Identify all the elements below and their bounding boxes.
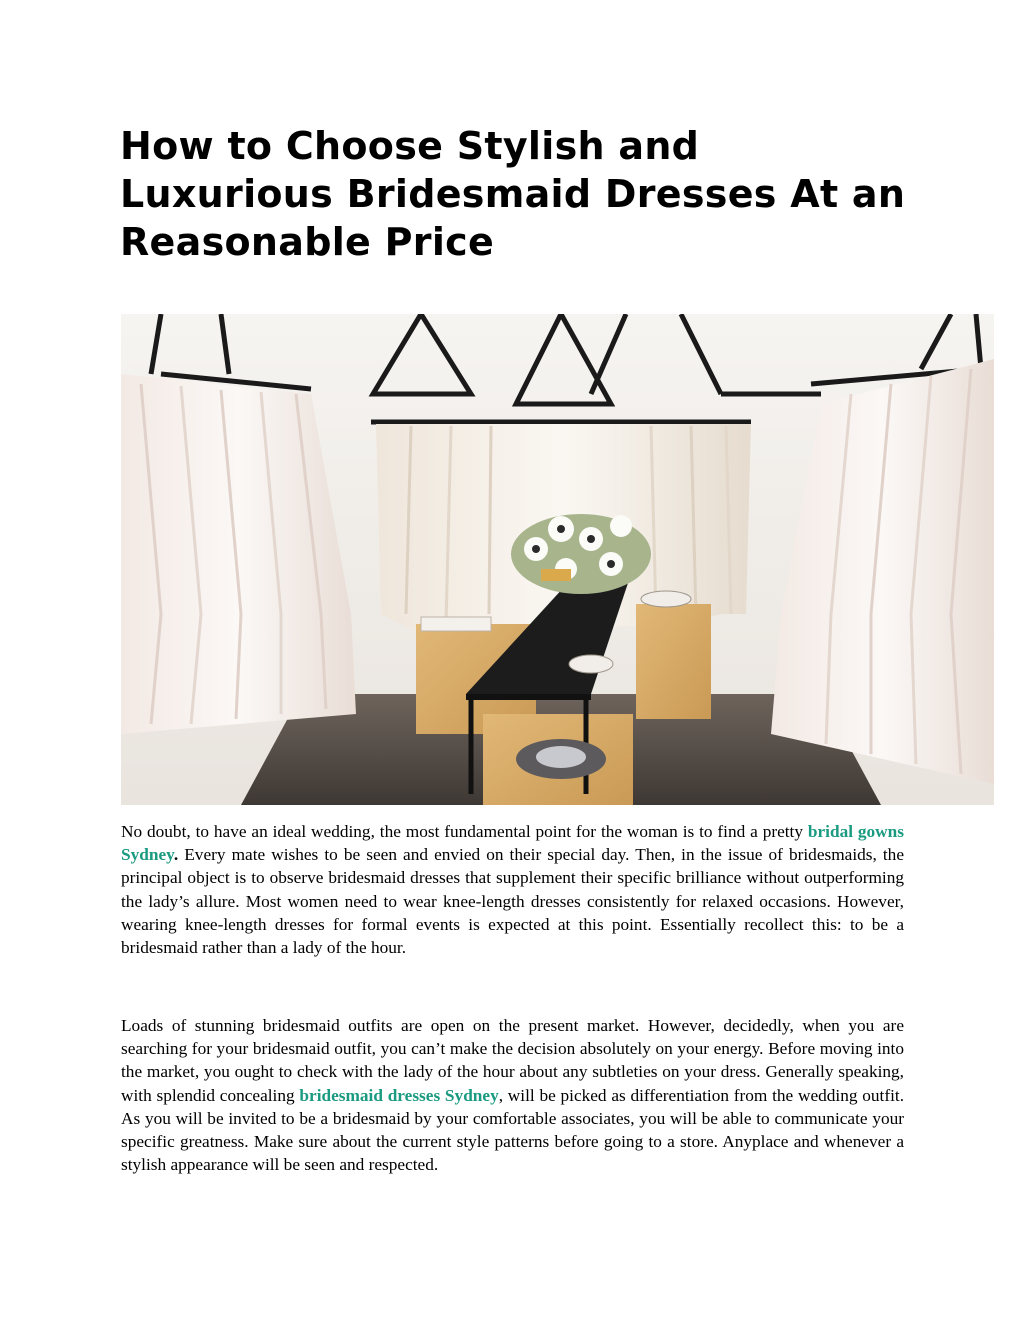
paragraph-1-text-after: Every mate wishes to be seen and envied on their special day. Then, in the issue of bridesmaids, the principal object is to observe bridesmaid dresses that supplement their specific brilliance without outperforming the lady’s allure. Most women need to wear knee-length dresses consistently for relaxed occasions. However, wearing knee-length dresses for formal events is expected at this point. Essentially recollect this: to be a bridesmaid rather than a lady of the hour.: [121, 845, 904, 958]
paragraph-1: [121, 820, 904, 959]
page-title: How to Choose Stylish and Luxurious Bridesmaid Dresses At an Reasonable Price: [120, 124, 906, 264]
paragraph-2: [121, 1014, 904, 1176]
paragraph-2-text-before: Loads of stunning bridesmaid outfits are open on the present market. However, decidedly, when you are searching for your bridesmaid outfit, you can’t make the decision absolutely on your energy. Before moving into the market, you ought to check with the lady of the hour about any subtleties on your dress. Generally speaking, with splendid concealing: [121, 1016, 904, 1105]
paragraph-2-text-after: , will be picked as differentiation from the wedding outfit. As you will be invited to be a bridesmaid by your comfortable associates, you will be able to communicate your specific greatness. Make sure about the current style patterns before going to a store. Anyplace and whenever a stylish appearance will be seen and respected.: [121, 1085, 905, 1175]
paragraph-1-period: .: [173, 845, 179, 865]
bridal-boutique-photo-icon: [121, 314, 994, 805]
bridal-gowns-sydney-link[interactable]: bridal gowns Sydney: [121, 822, 904, 865]
bridesmaid-dresses-sydney-link[interactable]: bridesmaid dresses Sydney: [299, 1085, 499, 1105]
hero-image: [121, 314, 994, 805]
paragraph-1-text-before: No doubt, to have an ideal wedding, the most fundamental point for the woman is to find a pretty: [121, 822, 803, 841]
